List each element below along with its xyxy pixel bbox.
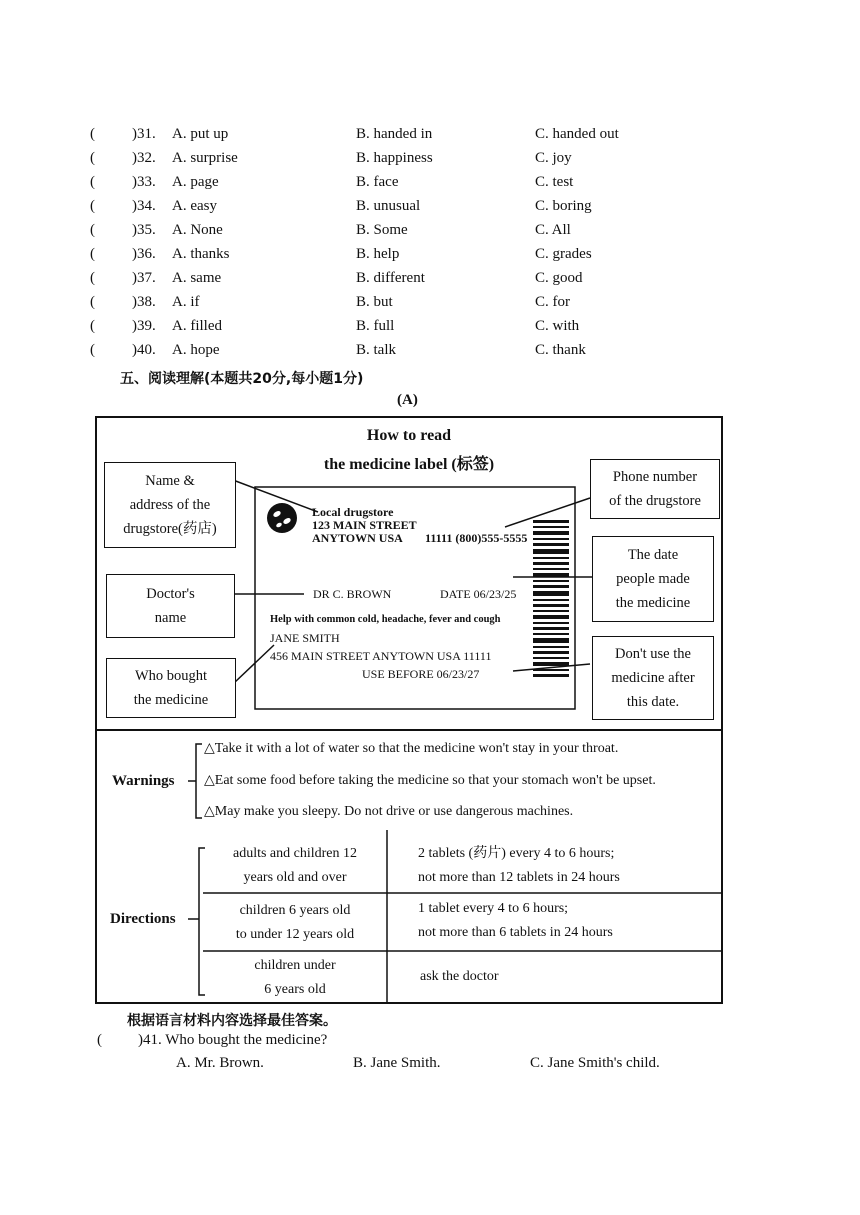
question-number: )38. <box>132 294 156 310</box>
answer-paren: ( <box>90 198 95 214</box>
question-number: )39. <box>132 318 156 334</box>
question-number: )40. <box>132 342 156 358</box>
answer-paren: ( <box>90 126 95 142</box>
diagram-title-line1: How to read <box>366 427 452 444</box>
option-a: A. None <box>172 222 223 238</box>
label-use: Help with common cold, headache, fever and cough <box>270 614 501 625</box>
question-number: )31. <box>132 126 156 142</box>
callout-who-bought: Who bought the medicine <box>106 658 236 718</box>
barcode <box>533 520 569 677</box>
label-use-before: USE BEFORE 06/23/27 <box>362 667 480 681</box>
answer-paren: ( <box>90 342 95 358</box>
option-b: B. handed in <box>356 126 433 142</box>
warning-item: △Eat some food before taking the medicine so that your stomach won't be upset. <box>204 773 656 788</box>
question-number: )36. <box>132 246 156 262</box>
label-store-town: ANYTOWN USA <box>312 531 403 545</box>
option-a: A. if <box>172 294 200 310</box>
answer-paren: ( <box>90 174 95 190</box>
option-a: A. easy <box>172 198 217 214</box>
callout-use-before: Don't use the medicine after this date. <box>592 636 714 720</box>
label-patient: JANE SMITH <box>270 631 340 645</box>
answer-paren: ( <box>90 150 95 166</box>
option-a: A. thanks <box>172 246 230 262</box>
option-c: C. for <box>535 294 570 310</box>
label-store-phone: 11111 (800)555-5555 <box>425 531 528 545</box>
option-b: B. Some <box>356 222 408 238</box>
option-c: C. boring <box>535 198 592 214</box>
option-b: B. different <box>356 270 425 286</box>
directions-who: children 6 years old to under 12 years old <box>235 903 355 942</box>
directions-dose: 2 tablets (药片) every 4 to 6 hours; not more than 12 tablets in 24 hours <box>418 846 620 885</box>
answer-paren: ( <box>90 270 95 286</box>
warning-item: △Take it with a lot of water so that the medicine won't stay in your throat. <box>204 741 619 756</box>
q41-option-a: A. Mr. Brown. <box>176 1055 264 1071</box>
directions-dose: ask the doctor <box>420 969 499 984</box>
question-number: )37. <box>132 270 156 286</box>
option-b: B. talk <box>356 342 396 358</box>
question-number: )34. <box>132 198 156 214</box>
directions-dose: 1 tablet every 4 to 6 hours; not more than 6 tablets in 24 hours <box>418 901 613 940</box>
directions-bracket <box>188 848 205 995</box>
option-a: A. same <box>172 270 222 286</box>
connector-who-bought <box>234 645 274 683</box>
answer-paren: ( <box>90 246 95 262</box>
option-a: A. surprise <box>172 150 238 166</box>
directions-who: children under 6 years old <box>254 958 336 997</box>
label-store-name: Local drugstore <box>312 505 394 519</box>
answer-paren: ( <box>90 318 95 334</box>
option-b: B. full <box>356 318 395 334</box>
section-title: 五、阅读理解(本题共20分,每小题1分) <box>120 371 364 387</box>
q41-paren: ( <box>97 1032 102 1048</box>
instruction: 根据语言材料内容选择最佳答案。 <box>127 1013 337 1029</box>
option-c: C. grades <box>535 246 592 262</box>
question-number: )35. <box>132 222 156 238</box>
label-doctor: DR C. BROWN <box>313 587 392 601</box>
directions-who: adults and children 12 years old and over <box>232 846 358 885</box>
option-b: B. but <box>356 294 393 310</box>
directions-label: Directions <box>110 911 176 927</box>
pill-logo-icon <box>267 503 297 533</box>
label-date: DATE 06/23/25 <box>440 587 517 601</box>
label-store-street: 123 MAIN STREET <box>312 518 417 532</box>
option-c: C. with <box>535 318 580 334</box>
callout-doctor: Doctor's name <box>106 574 235 638</box>
warning-item: △May make you sleepy. Do not drive or use dangerous machines. <box>204 804 574 819</box>
warnings-label: Warnings <box>112 773 175 789</box>
q41-option-b: B. Jane Smith. <box>353 1055 441 1071</box>
warnings-bracket <box>188 744 202 818</box>
diagram-title-line2: the medicine label (标签) <box>323 456 495 473</box>
option-c: C. good <box>535 270 583 286</box>
q41-option-c: C. Jane Smith's child. <box>530 1055 660 1071</box>
option-a: A. page <box>172 174 219 190</box>
label-patient-address: 456 MAIN STREET ANYTOWN USA 11111 <box>270 649 492 663</box>
q41-text: )41. Who bought the medicine? <box>138 1032 328 1048</box>
answer-paren: ( <box>90 294 95 310</box>
passage-label: (A) <box>397 392 418 408</box>
callout-phone: Phone number of the drugstore <box>590 459 720 519</box>
callout-date-made: The date people made the medicine <box>592 536 714 622</box>
option-b: B. help <box>356 246 400 262</box>
option-a: A. hope <box>172 342 220 358</box>
option-c: C. test <box>535 174 574 190</box>
option-a: A. filled <box>172 318 222 334</box>
option-b: B. face <box>356 174 399 190</box>
option-b: B. unusual <box>356 198 421 214</box>
option-c: C. joy <box>535 150 572 166</box>
question-number: )33. <box>132 174 156 190</box>
answer-paren: ( <box>90 222 95 238</box>
option-c: C. thank <box>535 342 586 358</box>
question-number: )32. <box>132 150 156 166</box>
option-c: C. All <box>535 222 571 238</box>
option-a: A. put up <box>172 126 229 142</box>
option-b: B. happiness <box>356 150 433 166</box>
callout-name-address: Name & address of the drugstore(药店) <box>104 462 236 548</box>
option-c: C. handed out <box>535 126 619 142</box>
